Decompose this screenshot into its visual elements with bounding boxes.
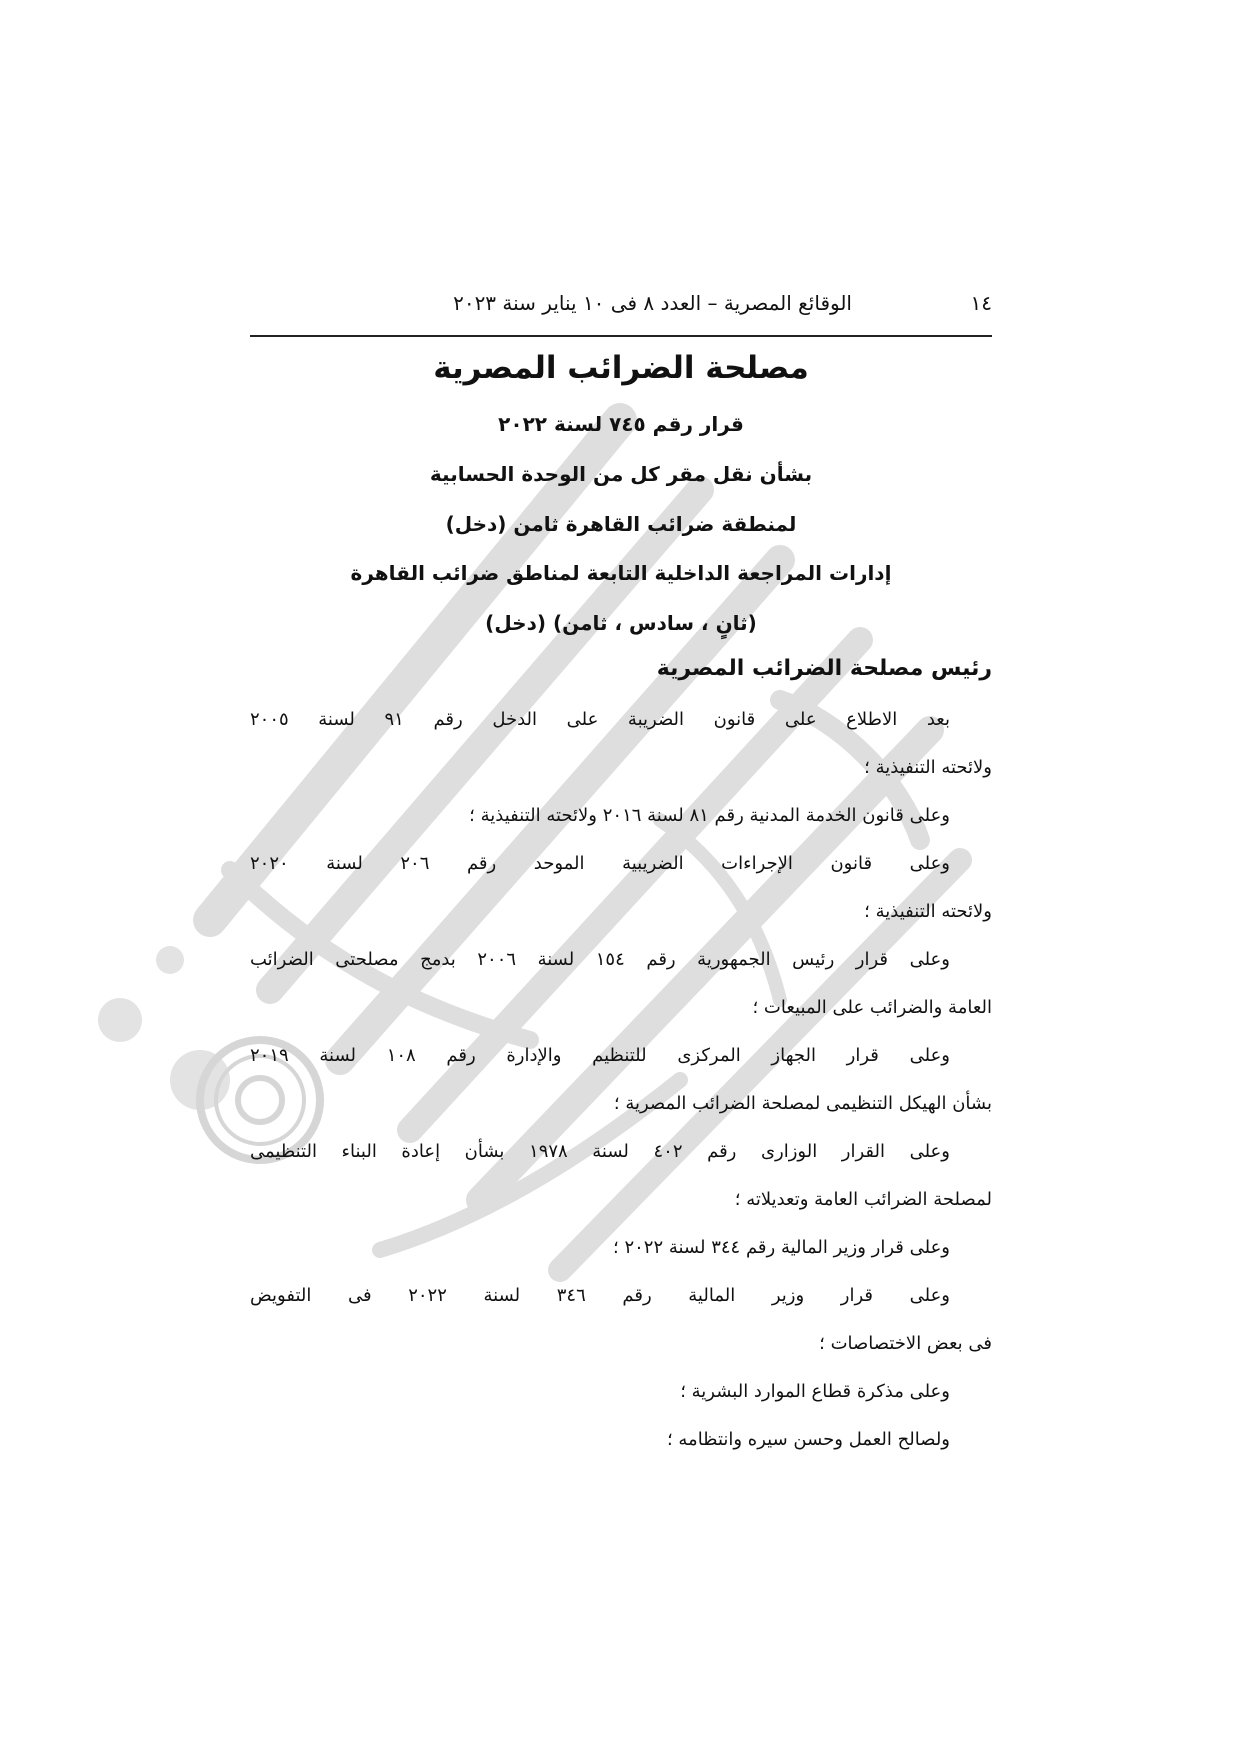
preamble-line: العامة والضرائب على المبيعات ؛ bbox=[752, 997, 992, 1018]
preamble-line: وعلى قرار رئيس الجمهورية رقم ١٥٤ لسنة ٢٠٠٦ بدمج مصلحتى الضرائب bbox=[250, 949, 950, 970]
decree-preamble bbox=[250, 696, 992, 1464]
decree-subject-line: لمنطقة ضرائب القاهرة ثامن (دخل) bbox=[445, 512, 797, 536]
decree-subject-line: (ثانٍ ، سادس ، ثامن) (دخل) bbox=[485, 611, 757, 635]
decree-number: قرار رقم ٧٤٥ لسنة ٢٠٢٢ bbox=[498, 412, 744, 436]
preamble-line: وعلى مذكرة قطاع الموارد البشرية ؛ bbox=[680, 1381, 950, 1402]
preamble-line: وعلى قرار وزير المالية رقم ٣٤٦ لسنة ٢٠٢٢ فى التفويض bbox=[250, 1285, 950, 1306]
organization-title: مصلحة الضرائب المصرية bbox=[433, 350, 809, 386]
preamble-line: وعلى قانون الإجراءات الضريبية الموحد رقم ٢٠٦ لسنة ٢٠٢٠ bbox=[250, 853, 950, 874]
preamble-line: بعد الاطلاع على قانون الضريبة على الدخل رقم ٩١ لسنة ٢٠٠٥ bbox=[250, 709, 950, 730]
preamble-line: وعلى القرار الوزارى رقم ٤٠٢ لسنة ١٩٧٨ بشأن إعادة البناء التنظيمى bbox=[250, 1141, 950, 1162]
preamble-line: وعلى قرار الجهاز المركزى للتنظيم والإدارة رقم ١٠٨ لسنة ٢٠١٩ bbox=[250, 1045, 950, 1066]
header-divider bbox=[250, 335, 992, 337]
preamble-line: ولائحته التنفيذية ؛ bbox=[864, 757, 992, 778]
preamble-line: فى بعض الاختصاصات ؛ bbox=[819, 1333, 992, 1354]
running-header bbox=[250, 283, 992, 323]
issuer-heading: رئيس مصلحة الضرائب المصرية bbox=[656, 656, 992, 681]
preamble-line: وعلى قانون الخدمة المدنية رقم ٨١ لسنة ٢٠١٦ ولائحته التنفيذية ؛ bbox=[469, 805, 950, 826]
preamble-line: ولصالح العمل وحسن سيره وانتظامه ؛ bbox=[666, 1429, 950, 1450]
preamble-line: وعلى قرار وزير المالية رقم ٣٤٤ لسنة ٢٠٢٢ ؛ bbox=[613, 1237, 950, 1258]
decree-subject-line: إدارات المراجعة الداخلية التابعة لمناطق ضرائب القاهرة bbox=[350, 561, 892, 585]
preamble-line: لمصلحة الضرائب العامة وتعديلاته ؛ bbox=[734, 1189, 992, 1210]
decree-subject-line: بشأن نقل مقر كل من الوحدة الحسابية bbox=[429, 462, 813, 486]
gazette-issue-line: الوقائع المصرية – العدد ٨ فى ١٠ يناير سنة ٢٠٢٣ bbox=[453, 291, 852, 315]
preamble-line: ولائحته التنفيذية ؛ bbox=[864, 901, 992, 922]
page-number: ١٤ bbox=[970, 291, 992, 315]
preamble-line: بشأن الهيكل التنظيمى لمصلحة الضرائب المصرية ؛ bbox=[613, 1093, 992, 1114]
